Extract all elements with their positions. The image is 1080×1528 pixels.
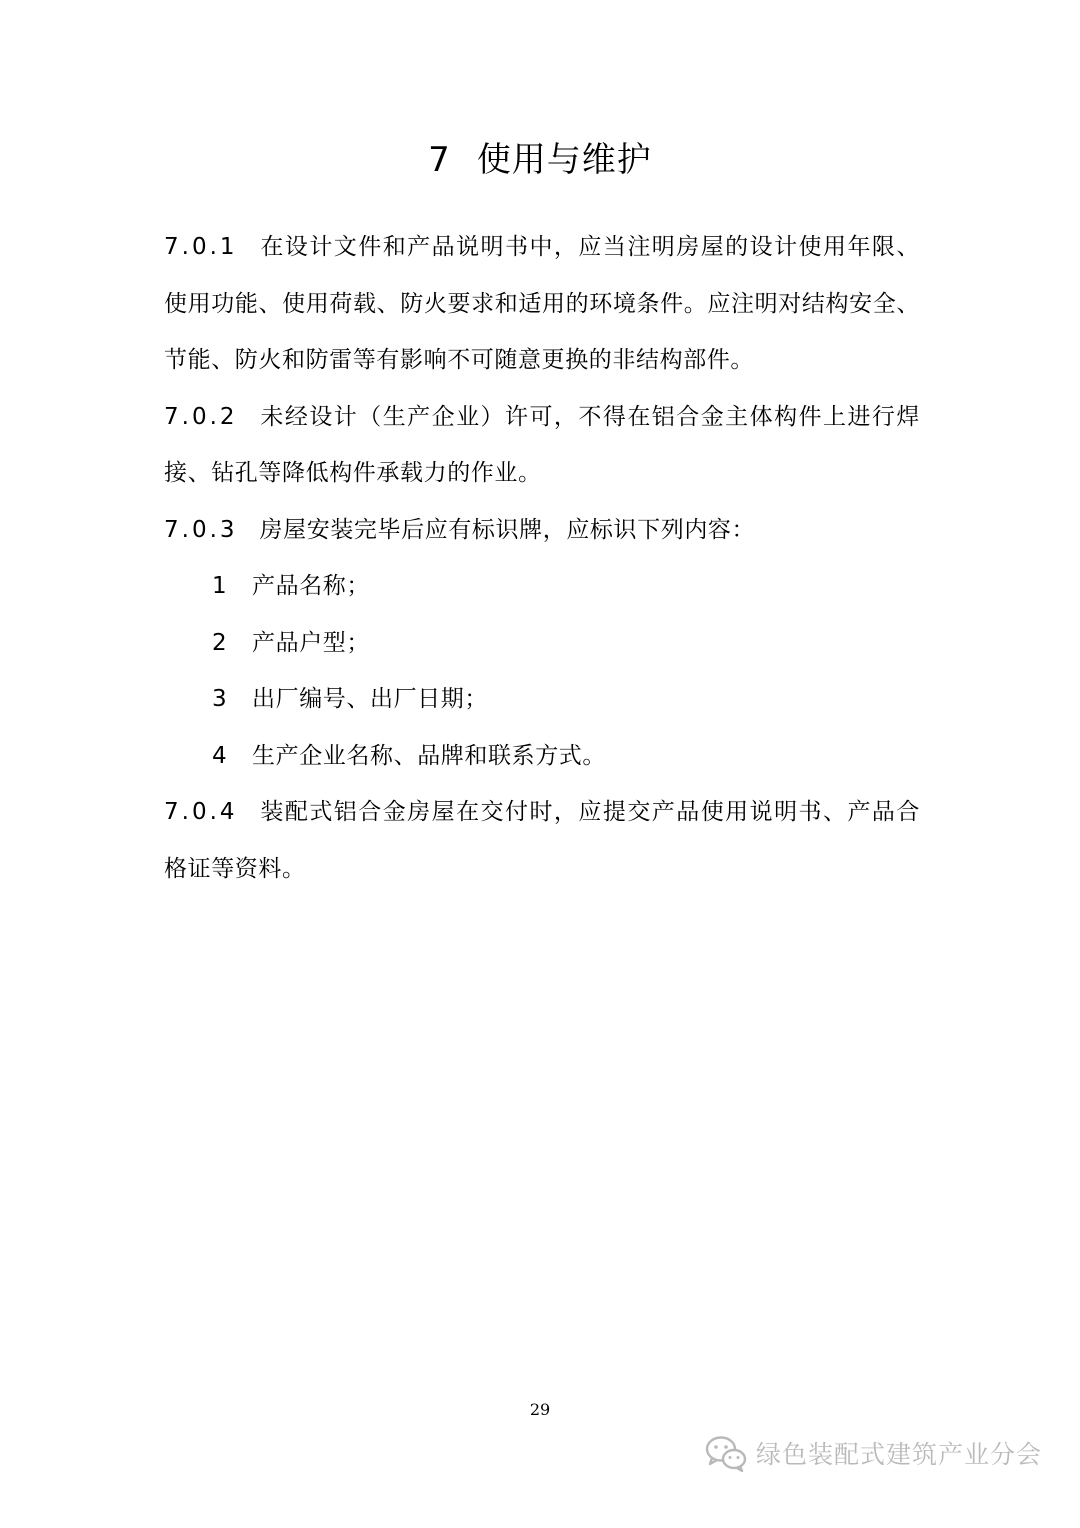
list-item-number: 1 <box>212 573 228 599</box>
clause-7-0-2 <box>164 389 920 502</box>
clause-number: 7.0.1 <box>164 234 238 260</box>
clause-7-0-1 <box>164 219 920 389</box>
clause-text: 房屋安装完毕后应有标识牌，应标识下列内容： <box>259 516 756 543</box>
list-item <box>164 671 920 728</box>
clause-number: 7.0.3 <box>164 516 238 543</box>
clause-7-0-4 <box>164 784 920 897</box>
clause-text: 未经设计（生产企业）许可，不得在铝合金主体构件上进行焊接、钻孔等降低构件承载力的作业。 <box>164 403 920 486</box>
watermark-text: 绿色装配式建筑产业分会 <box>756 1440 1043 1469</box>
list-item-number: 4 <box>212 742 228 769</box>
document-body <box>164 219 920 897</box>
list-item-number: 3 <box>212 686 228 712</box>
clause-number: 7.0.4 <box>164 799 238 825</box>
chapter-title <box>0 136 1080 184</box>
page-number: 29 <box>529 1400 551 1419</box>
list-item-text: 产品户型； <box>252 629 370 656</box>
list-item <box>164 728 920 785</box>
list-item-text: 出厂编号、出厂日期； <box>252 686 488 712</box>
clause-number: 7.0.2 <box>164 403 238 430</box>
clause-text: 在设计文件和产品说明书中，应当注明房屋的设计使用年限、使用功能、使用荷载、防火要求和适用的环境条件。应注明对结构安全、节能、防火和防雷等有影响不可随意更换的非结构部件。 <box>164 234 920 373</box>
wechat-icon <box>704 1433 748 1473</box>
chapter-number: 7 <box>428 140 451 180</box>
list-item-text: 生产企业名称、品牌和联系方式。 <box>252 742 606 769</box>
chapter-heading: 使用与维护 <box>476 140 652 180</box>
clause-text: 装配式铝合金房屋在交付时，应提交产品使用说明书、产品合格证等资料。 <box>164 799 920 882</box>
clause-7-0-3 <box>164 502 920 559</box>
watermark <box>704 1431 1042 1475</box>
list-item-text: 产品名称； <box>252 573 370 599</box>
list-item <box>164 558 920 615</box>
list-item-number: 2 <box>212 629 228 656</box>
list-item <box>164 615 920 672</box>
